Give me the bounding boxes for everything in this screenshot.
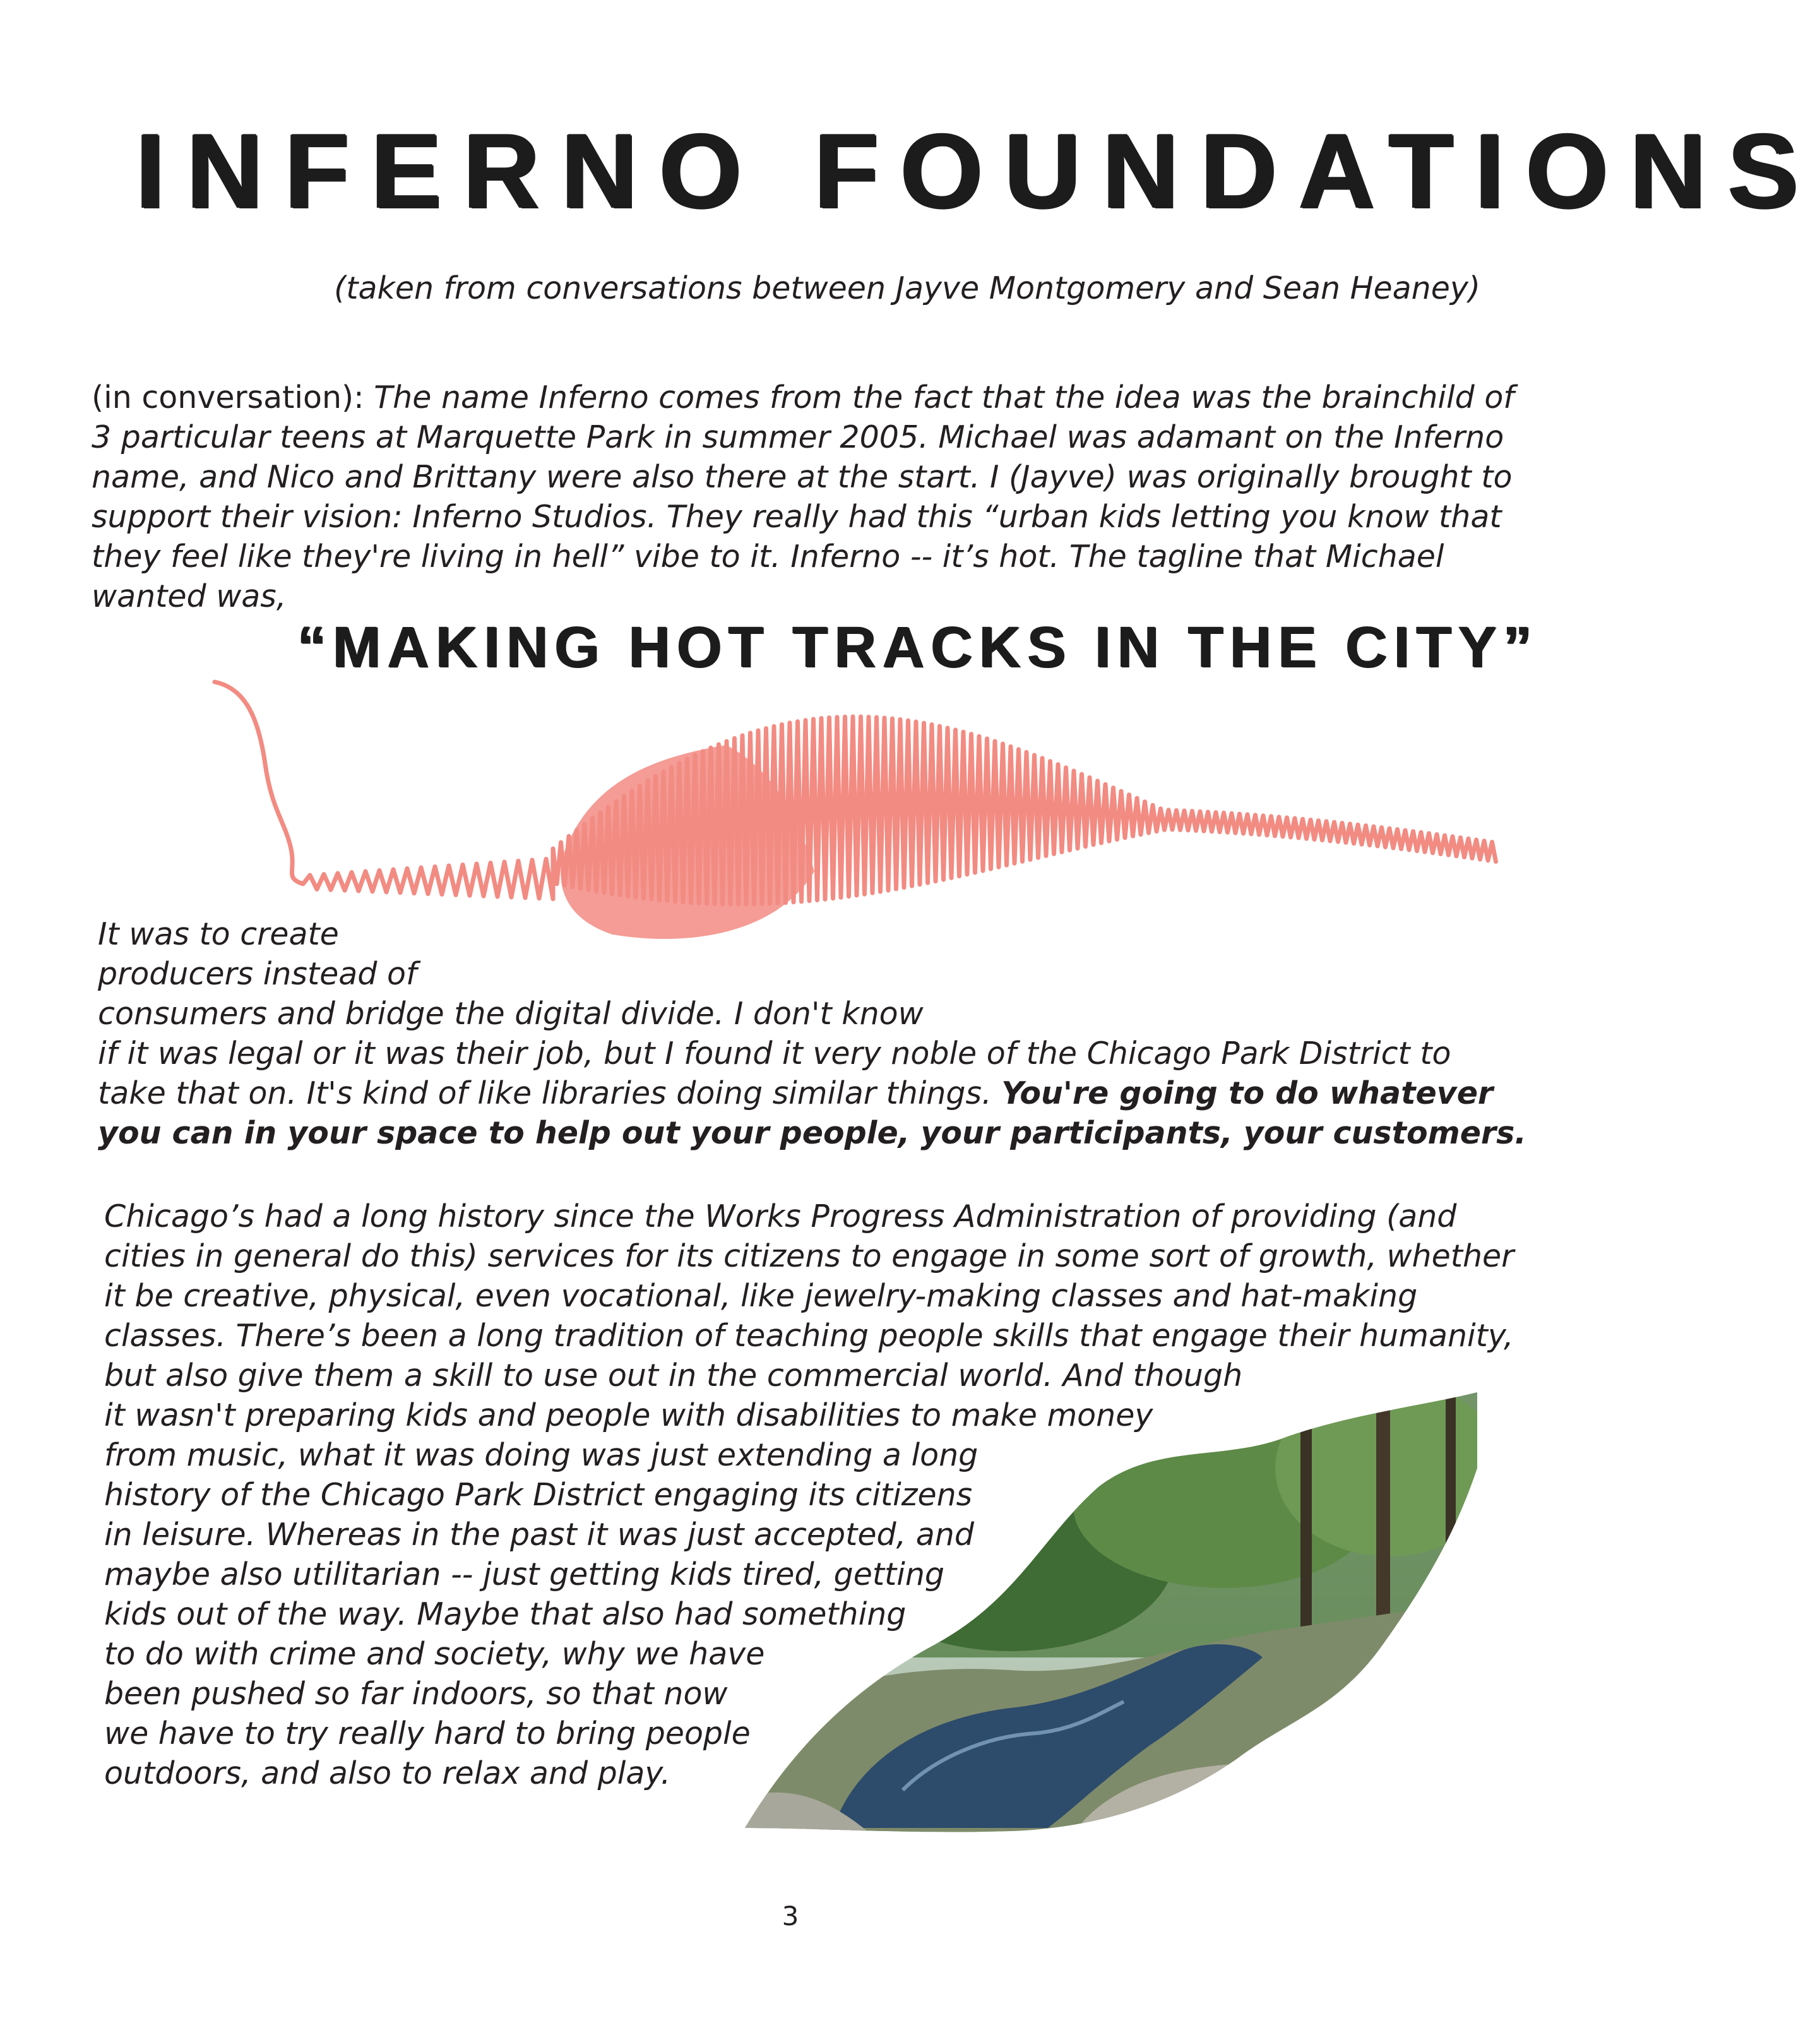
page-title [136,95,1820,246]
para2-line: if it was legal or it was their job, but I found it very noble of the Chicago Park District to [98,1036,1451,1072]
para3-line: it wasn't preparing kids and people with disabilities to make money [104,1397,1153,1433]
para3-line: from music, what it was doing was just extending a long [104,1437,978,1473]
subtitle: (taken from conversations between Jayve Montgomery and Sean Heaney) [334,270,1480,306]
para3-line: we have to try really hard to bring people [104,1716,751,1752]
para3-line: cities in general do this) services for its citizens to engage in some sort of growth, whether [104,1238,1514,1274]
intro-paragraph [92,378,1514,616]
para3-line: but also give them a skill to use out in the commercial world. And though [104,1358,1243,1394]
para3-line: maybe also utilitarian -- just getting kids tired, getting [104,1556,945,1592]
title-text: INFERNO FOUNDATIONS [136,111,1820,230]
para3-line: history of the Chicago Park District engaging its citizens [104,1477,973,1513]
para2-line: producers instead of [98,956,417,992]
page-number: 3 [782,1901,799,1932]
para2-line: It was to create [98,916,339,952]
para3-line: to do with crime and society, why we have [104,1636,765,1672]
intro-line: support their vision: Inferno Studios. They really had this “urban kids letting you know that [92,499,1502,535]
para2-bold: you can in your space to help out your people, your participants, your customers. [98,1115,1526,1151]
para3-line: Chicago’s had a long history since the Works Progress Administration of providing (and [104,1198,1457,1234]
para3-line: outdoors, and also to relax and play. [104,1755,671,1791]
para2-bold: You're going to do whatever [1001,1075,1494,1111]
para2-line: consumers and bridge the digital divide. I don't know [98,996,924,1032]
para3-line: kids out of the way. Maybe that also had something [104,1596,907,1632]
intro-line: 3 particular teens at Marquette Park in summer 2005. Michael was adamant on the Inferno [92,419,1504,455]
para3-line: classes. There’s been a long tradition of teaching people skills that engage their humanity, [104,1318,1514,1354]
intro-line: wanted was, [92,578,287,614]
intro-label: (in conversation): [92,379,374,415]
para3-line: it be creative, physical, even vocational, like jewelry-making classes and hat-making [104,1278,1418,1314]
producers-paragraph [98,914,1526,1153]
intro-line: they feel like they're living in hell” vibe to it. Inferno -- it’s hot. The tagline that Michael [92,539,1444,575]
para2-line: take that on. It's kind of like libraries doing similar things. [98,1075,1002,1111]
intro-line: name, and Nico and Brittany were also there at the start. I (Jayve) was originally brought to [92,459,1513,495]
intro-line: The name Inferno comes from the fact that the idea was the brainchild of [374,379,1514,415]
park-creek-photo [745,1392,1477,1834]
para3-line: in leisure. Whereas in the past it was just accepted, and [104,1517,974,1553]
tagline: “MAKING HOT TRACKS IN THE CITY” [297,615,1538,679]
para3-line: been pushed so far indoors, so that now [104,1676,728,1712]
